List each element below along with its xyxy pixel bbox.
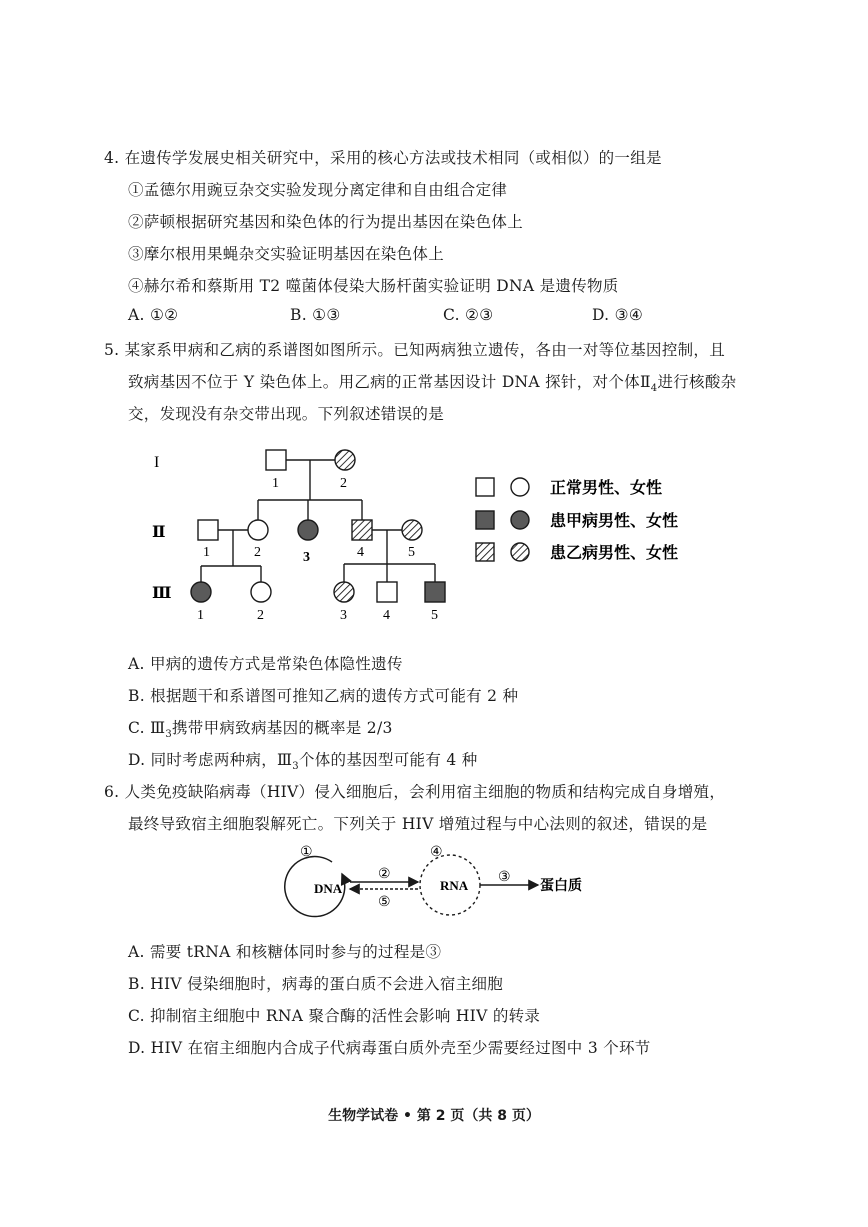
gen3-label-2: 2 [257,608,264,623]
gen-label-iii: Ⅲ [152,585,172,602]
gen3-female-2 [251,582,271,602]
gen2-label-4: 4 [357,545,364,560]
q6-stem-line1: 6. 人类免疫缺陷病毒（HIV）侵入细胞后，会利用宿主细胞的物质和结构完成自身增殖， [104,783,726,801]
gen2-label-5: 5 [408,545,415,560]
gen3-label-5: 5 [431,608,438,623]
q4-item-1: ①孟德尔用豌豆杂交实验发现分离定律和自由组合定律 [128,181,508,199]
gen-label-i: I [154,454,160,471]
step-2-label: ② [378,867,391,882]
gen1-label-1: 1 [272,476,279,491]
q5-stem-line1: 5. 某家系甲病和乙病的系谱图如图所示。已知两病独立遗传，各由一对等位基因控制，且 [104,341,726,359]
gen3-label-1: 1 [197,608,204,623]
gen1-male-1 [266,450,286,470]
q5-option-a: A. 甲病的遗传方式是常染色体隐性遗传 [128,655,403,673]
gen3-label-3: 3 [340,608,347,623]
legend-disease-b-female [511,543,529,561]
gen1-female-2 [335,450,355,470]
gen3-female-3 [334,582,354,602]
central-dogma-diagram [270,840,630,920]
step-4-label: ④ [430,845,443,860]
q4-option-c: C. ②③ [443,306,494,324]
gen2-label-3: 3 [303,550,310,565]
gen2-label-1: 1 [203,545,210,560]
q4-option-b: B. ①③ [290,306,341,324]
q4-stem: 4. 在遗传学发展史相关研究中，采用的核心方法或技术相同（或相似）的一组是 [104,149,662,167]
pedigree-diagram [140,440,720,640]
gen2-female-2 [248,520,268,540]
q4-item-2: ②萨顿根据研究基因和染色体的行为提出基因在染色体上 [128,213,524,231]
step-1-label: ① [300,845,313,860]
rna-label: RNA [440,878,469,893]
q5-option-b: B. 根据题干和系谱图可推知乙病的遗传方式可能有 2 种 [128,687,519,705]
gen3-male-4 [377,582,397,602]
page-footer: 生物学试卷 • 第 2 页（共 8 页） [328,1108,540,1124]
q4-option-d: D. ③④ [592,306,644,324]
legend-disease-b-male [476,543,494,561]
q5-option-d: D. 同时考虑两种病，$Ⅲ_3$个体的基因型可能有 4 种 [128,751,478,773]
dna-label: DNA [314,881,343,896]
step-3-label: ③ [498,870,511,885]
legend-normal-female [511,478,529,496]
q4-option-a: A. ①② [128,306,179,324]
q6-option-a: A. 需要 tRNA 和核糖体同时参与的过程是③ [128,943,442,961]
legend-normal-label: 正常男性、女性 [550,480,663,497]
q6-option-d: D. HIV 在宿主细胞内合成子代病毒蛋白质外壳至少需要经过图中 3 个环节 [128,1039,651,1057]
q4-item-3: ③摩尔根用果蝇杂交实验证明基因在染色体上 [128,245,445,263]
q4-item-4: ④赫尔希和蔡斯用 T2 噬菌体侵染大肠杆菌实验证明 DNA 是遗传物质 [128,277,619,295]
legend-disease-b-label: 患乙病男性、女性 [550,545,679,562]
legend-disease-a-female [511,511,529,529]
step-5-label: ⑤ [378,895,391,910]
gen1-label-2: 2 [340,476,347,491]
q5-stem-line3: 交，发现没有杂交带出现。下列叙述错误的是 [128,405,445,423]
q5-option-c: C. $Ⅲ_3$携带甲病致病基因的概率是 2/3 [128,719,393,741]
q5-stem-line2: 致病基因不位于 Y 染色体上。用乙病的正常基因设计 DNA 探针，对个体$Ⅱ_4$进行核酸杂 [128,373,737,395]
gen3-label-4: 4 [383,608,390,623]
protein-label: 蛋白质 [540,879,582,894]
gen2-male-1 [198,520,218,540]
gen2-female-5 [402,520,422,540]
q6-stem-line2: 最终导致宿主细胞裂解死亡。下列关于 HIV 增殖过程与中心法则的叙述，错误的是 [128,815,708,833]
gen2-label-2: 2 [254,545,261,560]
q6-option-c: C. 抑制宿主细胞中 RNA 聚合酶的活性会影响 HIV 的转录 [128,1007,541,1025]
gen2-female-3 [298,520,318,540]
gen2-male-4 [352,520,372,540]
legend-normal-male [476,478,494,496]
gen3-female-1 [191,582,211,602]
gen-label-ii: Ⅱ [152,524,166,541]
q6-option-b: B. HIV 侵染细胞时，病毒的蛋白质不会进入宿主细胞 [128,975,504,993]
legend-disease-a-label: 患甲病男性、女性 [550,513,679,530]
legend-disease-a-male [476,511,494,529]
gen3-male-5 [425,582,445,602]
